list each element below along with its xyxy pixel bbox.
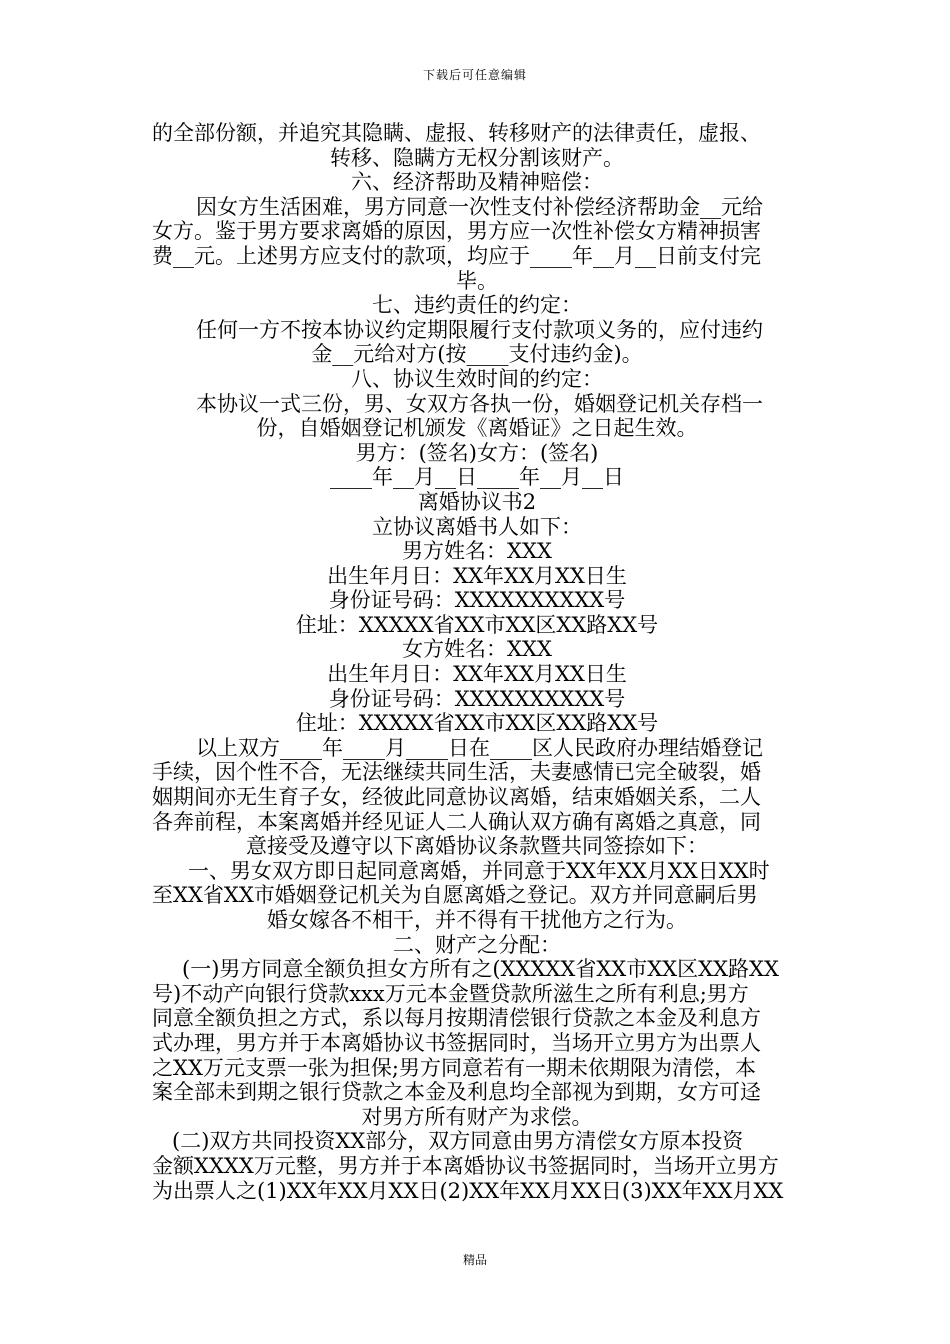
text-line: 式办理，男方并于本离婚协议书签据同时，当场开立男方为出票人 bbox=[152, 1030, 761, 1055]
text-line: 手续，因个性不合，无法继续共同生活，夫妻感情已完全破裂，婚 bbox=[152, 760, 761, 785]
text-line: 转移、隐瞒方无权分割该财产。 bbox=[330, 145, 624, 170]
page-header: 下载后可任意编辑 bbox=[422, 68, 527, 82]
text-line: 金额XXXX万元整，男方并于本离婚协议书签据同时，当场开立男方 bbox=[152, 1153, 779, 1178]
section-heading: 六、经济帮助及精神赔偿： bbox=[351, 170, 603, 195]
text-line: 各奔前程，本案离婚并经见证人二人确认双方确有离婚之真意，同 bbox=[152, 809, 761, 834]
text-line: 至XX省XX市婚姻登记机关为自愿离婚之登记。双方并同意嗣后男 bbox=[152, 883, 758, 908]
text-line: 任何一方不按本协议约定期限履行支付款项义务的，应付违约 bbox=[196, 317, 763, 342]
text-line: 之XX万元支票一张为担保;男方同意若有一期未依期限为清偿，本 bbox=[152, 1055, 756, 1080]
text-line: 意接受及遵守以下离婚协议条款暨共同签捺如下： bbox=[246, 834, 708, 859]
text-line: 份，自婚姻登记机颁发《离婚证》之日起生效。 bbox=[256, 416, 698, 441]
text-line: 费__元。上述男方应支付的款项，均应于____年__月__日前支付完 bbox=[152, 243, 761, 268]
page-footer: 精品 bbox=[462, 1253, 487, 1267]
text-line: 婚女嫁各不相干，并不得有干扰他方之行为。 bbox=[267, 908, 687, 932]
text-line: 女方姓名：XXX bbox=[402, 637, 552, 662]
text-line: 一、男女双方即日起同意离婚，并同意于XX年XX月XX日XX时 bbox=[188, 858, 770, 883]
text-line: 立协议离婚书人如下： bbox=[372, 514, 582, 539]
text-line: 金__元给对方(按____支付违约金)。 bbox=[311, 342, 643, 367]
text-line: 身份证号码：XXXXXXXXXX号 bbox=[328, 686, 626, 711]
document-body bbox=[152, 121, 802, 1203]
text-line: 住址：XXXXX省XX市XX区XX路XX号 bbox=[295, 711, 659, 736]
text-line: 号)不动产向银行贷款xxx万元本金暨贷款所滋生之所有利息;男方 bbox=[152, 981, 749, 1006]
text-line: 案全部未到期之银行贷款之本金及利息均全部视为到期，女方可迳 bbox=[152, 1080, 761, 1105]
text-line: 姻期间亦无生育子女，经彼此同意协议离婚，结束婚姻关系，二人 bbox=[152, 785, 761, 810]
signature-line: 男方：(签名)女方：(签名) bbox=[355, 440, 599, 465]
date-line: ____年__月__日____年__月__日 bbox=[330, 465, 624, 490]
text-line: 出生年月日：XX年XX月XX日生 bbox=[327, 563, 627, 588]
text-line: 身份证号码：XXXXXXXXXX号 bbox=[328, 588, 626, 613]
section-heading: 七、违约责任的约定： bbox=[372, 293, 582, 318]
text-line: 住址：XXXXX省XX市XX区XX路XX号 bbox=[295, 612, 659, 637]
text-line: 同意全额负担之方式，系以每月按期清偿银行贷款之本金及利息方 bbox=[152, 1006, 761, 1031]
text-line: 对男方所有财产为求偿。 bbox=[361, 1104, 593, 1129]
section-heading: 二、财产之分配： bbox=[393, 932, 561, 957]
text-line: 女方。鉴于男方要求离婚的原因，男方应一次性补偿女方精神损害 bbox=[152, 219, 761, 244]
text-line: 以上双方____年____月____日在____区人民政府办理结婚登记 bbox=[196, 735, 763, 760]
text-line: (一)男方同意全额负担女方所有之(XXXXX省XX市XX区XX路XX bbox=[182, 957, 779, 982]
text-line: (二)双方共同投资XX部分，双方同意由男方清偿女方原本投资 bbox=[172, 1129, 744, 1154]
text-line: 的全部份额，并追究其隐瞒、虚报、转移财产的法律责任，虚报、 bbox=[152, 121, 761, 145]
text-line: 男方姓名：XXX bbox=[402, 539, 552, 564]
document-title: 离婚协议书2 bbox=[417, 489, 537, 514]
text-line: 为出票人之(1)XX年XX月XX日(2)XX年XX月XX日(3)XX年XX月XX bbox=[152, 1178, 784, 1203]
section-heading: 八、协议生效时间的约定： bbox=[351, 366, 603, 391]
text-line: 本协议一式三份，男、女双方各执一份，婚姻登记机关存档一 bbox=[196, 391, 763, 416]
text-line: 毕。 bbox=[456, 268, 498, 293]
text-line: 因女方生活困难，男方同意一次性支付补偿经济帮助金__元给 bbox=[196, 194, 763, 219]
text-line: 出生年月日：XX年XX月XX日生 bbox=[327, 662, 627, 687]
